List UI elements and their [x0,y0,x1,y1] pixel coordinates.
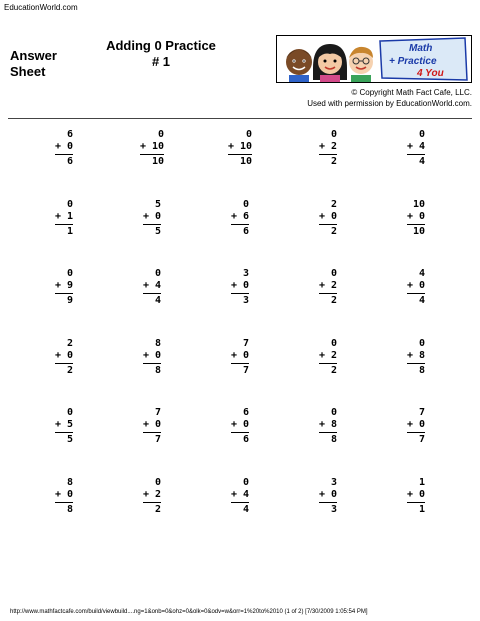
worksheet-title [96,38,226,70]
answer-value: 3 [331,503,338,515]
answer-value: 8 [419,364,426,376]
addend-bottom: 10 [240,141,253,152]
addend-top: 0 [419,337,426,349]
addend-bottom: 0 [243,419,250,430]
addend-top: 0 [331,129,338,140]
addend-bottom-line [319,211,337,223]
sum-line [231,224,249,225]
addend-top: 1 [419,476,426,488]
addend-top: 8 [155,337,162,349]
answer-value: 4 [419,156,426,167]
copyright-line1: © Copyright Math Fact Cafe, LLC. [351,88,472,97]
addend-bottom-line [143,211,161,223]
addend-bottom-line [231,350,249,362]
addition-problem [284,268,372,338]
problem-body [407,407,425,477]
problem-body [143,199,161,269]
addition-problem [196,268,284,338]
problem-body [231,477,249,547]
problem-body [319,407,337,477]
title-line2: # 1 [151,54,171,69]
addend-bottom: 0 [155,419,162,430]
copyright-notice [307,87,472,109]
plus-sign: + [142,210,155,222]
addend-bottom: 0 [155,210,162,222]
sum-line [231,363,249,364]
addition-problem [372,407,460,477]
addend-bottom-line [319,419,337,431]
answer-value: 5 [67,434,74,445]
addition-problem [20,338,108,408]
problem-body [407,477,425,547]
answer-value: 2 [331,225,338,237]
sum-line [143,363,161,364]
addition-problem [284,407,372,477]
addition-problem [20,129,108,199]
addition-problem [284,129,372,199]
answer-value: 2 [155,503,162,515]
sum-line [55,154,73,155]
addend-top: 0 [331,268,338,279]
sum-line [319,293,337,294]
addend-top: 0 [243,198,250,210]
addend-bottom-line [55,489,73,501]
sum-line [407,502,425,503]
addend-bottom: 4 [243,488,250,500]
plus-sign: + [406,141,419,152]
addend-bottom: 2 [155,488,162,500]
problem-grid [20,129,460,546]
sum-line [319,432,337,433]
plus-sign: + [318,210,331,222]
addend-bottom: 1 [67,210,74,222]
addend-bottom-line [319,141,337,153]
addend-bottom: 0 [67,141,74,152]
addition-problem [108,268,196,338]
addition-problem [108,199,196,269]
sum-line [319,224,337,225]
problem-body [407,199,425,269]
copyright-line2: Used with permission by EducationWorld.com. [307,99,472,108]
addend-bottom-line [407,211,425,223]
addend-bottom-line [407,280,425,292]
problem-row [20,477,460,547]
problem-body [55,407,73,477]
sum-line [407,293,425,294]
problem-row [20,129,460,199]
plus-sign: + [406,280,419,291]
addend-bottom: 4 [419,141,426,152]
addend-bottom: 8 [331,419,338,430]
problem-body [231,407,249,477]
addend-bottom: 0 [419,419,426,430]
addend-top: 0 [243,476,250,488]
addition-problem [20,268,108,338]
addend-bottom: 0 [155,349,162,361]
answer-value: 1 [419,503,426,515]
addend-top: 3 [331,476,338,488]
addend-bottom-line [228,141,252,153]
addend-top: 8 [67,476,74,488]
problem-body [143,338,161,408]
problem-body [55,477,73,547]
addition-problem [108,129,196,199]
sum-line [319,363,337,364]
addend-bottom-line [55,350,73,362]
addend-bottom: 0 [419,210,426,222]
sum-line [231,293,249,294]
problem-row [20,199,460,269]
sum-line [228,154,252,155]
addend-bottom-line [55,141,73,153]
addend-top: 0 [331,337,338,349]
answer-label-line2: Sheet [10,64,46,79]
addend-top: 0 [246,129,253,140]
sum-line [319,154,337,155]
sum-line [319,502,337,503]
plus-sign: + [318,488,331,500]
addend-bottom-line [407,419,425,431]
problem-body [228,129,252,199]
addition-problem [108,407,196,477]
addend-top: 0 [331,407,338,418]
answer-value: 9 [67,295,74,306]
answer-value: 8 [67,503,74,515]
answer-value: 4 [155,295,162,306]
problem-body [231,338,249,408]
addend-top: 5 [155,198,162,210]
addend-top: 2 [331,198,338,210]
problem-body [319,268,337,338]
problem-body [407,338,425,408]
addend-top: 10 [412,198,426,210]
addition-problem [372,338,460,408]
plus-sign: + [142,488,155,500]
title-line1: Adding 0 Practice [106,38,216,53]
addend-bottom-line [55,280,73,292]
addend-bottom-line [319,280,337,292]
addend-bottom-line [231,419,249,431]
addend-bottom: 0 [419,280,426,291]
addition-problem [196,477,284,547]
sum-line [143,432,161,433]
addition-problem [196,199,284,269]
problem-body [55,268,73,338]
answer-label-line1: Answer [10,48,57,63]
addend-bottom: 2 [331,141,338,152]
addend-bottom: 5 [67,419,74,430]
problem-row [20,338,460,408]
sum-line [140,154,164,155]
sum-line [407,432,425,433]
problem-body [319,129,337,199]
addend-bottom-line [143,489,161,501]
addend-bottom: 0 [243,349,250,361]
plus-sign: + [318,141,331,152]
answer-value: 6 [243,434,250,445]
addition-problem [372,199,460,269]
plus-sign: + [406,488,419,500]
addend-top: 0 [158,129,165,140]
plus-sign: + [406,419,419,430]
addend-bottom: 0 [67,488,74,500]
answer-value: 4 [243,503,250,515]
addend-bottom-line [55,419,73,431]
problem-body [407,268,425,338]
problem-body [143,268,161,338]
problem-row [20,268,460,338]
sum-line [55,224,73,225]
answer-sheet-label [10,48,57,80]
addend-bottom-line [231,489,249,501]
math-practice-logo [276,35,472,83]
addend-bottom-line [143,350,161,362]
plus-sign: + [139,141,152,152]
sum-line [143,224,161,225]
addend-bottom-line [143,280,161,292]
logo-line3: 4 You [417,68,444,79]
problem-row [20,407,460,477]
addend-top: 7 [419,407,426,418]
kid-face-icon [349,47,373,82]
plus-sign: + [318,280,331,291]
sum-line [407,224,425,225]
plus-sign: + [142,280,155,291]
problem-body [55,338,73,408]
problem-body [143,407,161,477]
sum-line [407,363,425,364]
addend-bottom: 10 [152,141,165,152]
answer-value: 1 [67,225,74,237]
logo-line1: Math [409,43,433,54]
kid-face-icon [313,44,347,82]
plus-sign: + [142,349,155,361]
answer-value: 3 [243,295,250,306]
addend-bottom: 8 [419,349,426,361]
logo-line2: + Practice [389,56,437,67]
answer-value: 2 [331,364,338,376]
problem-body [319,199,337,269]
answer-value: 4 [419,295,426,306]
sum-line [55,432,73,433]
addend-top: 7 [243,337,250,349]
problem-body [143,477,161,547]
addend-bottom-line [231,280,249,292]
site-name: EducationWorld.com [4,3,78,12]
addend-top: 0 [155,268,162,279]
addend-bottom: 2 [331,280,338,291]
addend-top: 6 [243,407,250,418]
answer-value: 10 [412,225,426,237]
header-divider [8,118,472,119]
addend-bottom: 4 [155,280,162,291]
plus-sign: + [142,419,155,430]
sum-line [143,502,161,503]
addend-bottom: 0 [331,488,338,500]
addend-bottom: 2 [331,349,338,361]
addition-problem [20,407,108,477]
addend-bottom-line [407,350,425,362]
addition-problem [108,477,196,547]
addition-problem [284,477,372,547]
plus-sign: + [318,349,331,361]
answer-value: 7 [243,364,250,376]
plus-sign: + [54,488,67,500]
addend-top: 4 [419,268,426,279]
addend-bottom: 9 [67,280,74,291]
addend-bottom: 6 [243,210,250,222]
sum-line [143,293,161,294]
page-footer-url: http://www.mathfactcafe.com/build/viewbuild....ng=1&onb=0&ohz=0&olk=0&odv=w&orr=1%20to%2010 (1 of 2) [7/30/2009 1:05:54 PM] [10,609,368,615]
plus-sign: + [230,210,243,222]
sum-line [55,293,73,294]
answer-value: 2 [67,364,74,376]
sum-line [231,502,249,503]
addend-bottom: 0 [67,349,74,361]
addition-problem [20,477,108,547]
problem-body [319,338,337,408]
addend-bottom: 0 [243,280,250,291]
plus-sign: + [406,349,419,361]
problem-body [55,129,73,199]
plus-sign: + [230,349,243,361]
addend-top: 0 [67,268,74,279]
addition-problem [372,268,460,338]
addition-problem [284,338,372,408]
addend-top: 0 [67,407,74,418]
answer-value: 7 [419,434,426,445]
problem-body [319,477,337,547]
sum-line [231,432,249,433]
sum-line [55,363,73,364]
addition-problem [372,477,460,547]
answer-value: 7 [155,434,162,445]
addition-problem [196,338,284,408]
addition-problem [196,407,284,477]
addend-bottom: 0 [331,210,338,222]
addend-bottom-line [319,350,337,362]
addition-problem [196,129,284,199]
addend-bottom-line [231,211,249,223]
sum-line [407,154,425,155]
addition-problem [108,338,196,408]
addend-top: 2 [67,337,74,349]
answer-value: 8 [331,434,338,445]
addend-bottom-line [55,211,73,223]
plus-sign: + [54,419,67,430]
answer-value: 10 [240,156,253,167]
addition-problem [20,199,108,269]
addend-top: 0 [67,198,74,210]
addend-top: 0 [155,476,162,488]
plus-sign: + [406,210,419,222]
answer-value: 6 [243,225,250,237]
problem-body [407,129,425,199]
plus-sign: + [230,419,243,430]
problem-body [231,268,249,338]
addend-top: 7 [155,407,162,418]
math-practice-sign [380,38,467,80]
plus-sign: + [318,419,331,430]
answer-value: 8 [155,364,162,376]
addend-bottom: 0 [419,488,426,500]
problem-body [140,129,164,199]
addend-bottom-line [407,141,425,153]
problem-body [55,199,73,269]
sum-line [55,502,73,503]
plus-sign: + [54,349,67,361]
plus-sign: + [54,141,67,152]
addition-problem [372,129,460,199]
addend-bottom-line [319,489,337,501]
addend-top: 3 [243,268,250,279]
addition-problem [284,199,372,269]
answer-value: 6 [67,156,74,167]
plus-sign: + [230,488,243,500]
addend-bottom-line [143,419,161,431]
addend-bottom-line [140,141,164,153]
plus-sign: + [54,210,67,222]
kid-face-icon [286,49,312,82]
answer-value: 2 [331,156,338,167]
plus-sign: + [54,280,67,291]
addend-top: 0 [419,129,426,140]
kids-logo-image [277,36,471,82]
plus-sign: + [230,280,243,291]
addend-top: 6 [67,129,74,140]
plus-sign: + [227,141,240,152]
answer-value: 5 [155,225,162,237]
answer-value: 2 [331,295,338,306]
problem-body [231,199,249,269]
addend-bottom-line [407,489,425,501]
answer-value: 10 [152,156,165,167]
